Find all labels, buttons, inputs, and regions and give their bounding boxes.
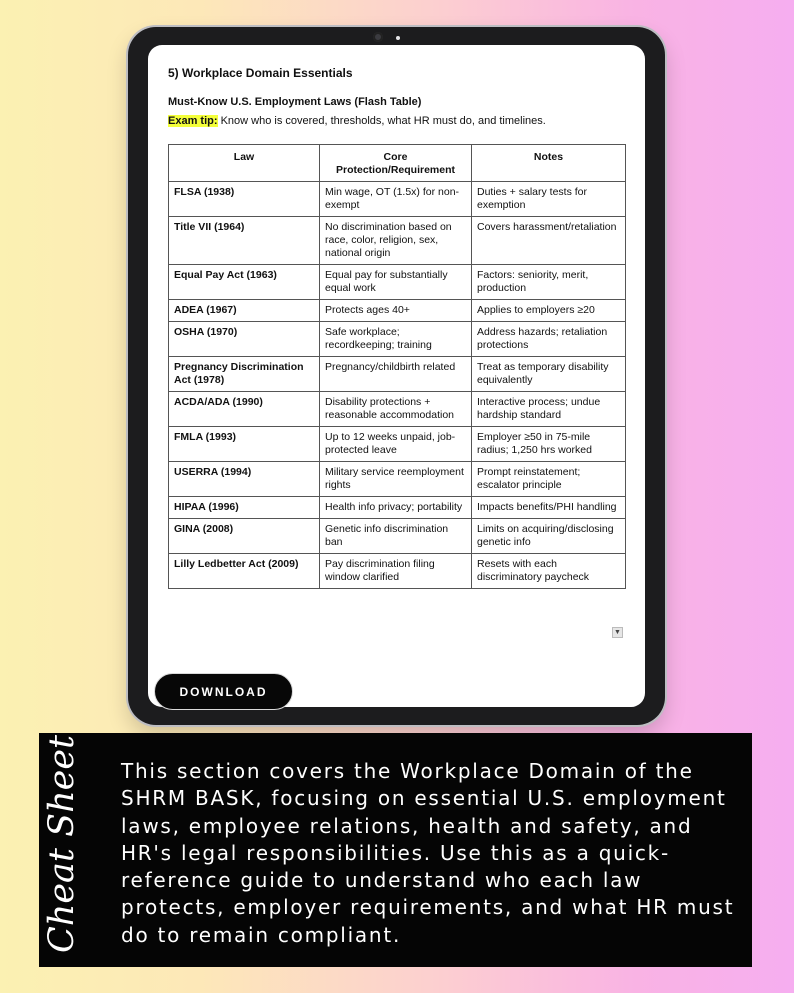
law-cell: ACDA/ADA (1990) (169, 392, 320, 427)
table-row (169, 519, 626, 554)
banner-description: This section covers the Workplace Domain of the SHRM BASK, focusing on essential U.S. employment laws, employee relations, health and safety, and HR's legal responsibilities. Use this as a quick-reference guide to understand who each law protects, employer requirements, and what HR must do to remain compliant. (121, 759, 735, 947)
law-cell: ADEA (1967) (169, 300, 320, 322)
table-row (169, 300, 626, 322)
download-button[interactable]: DOWNLOAD (154, 673, 293, 710)
law-cell: Pregnancy Discrimination Act (1978) (169, 357, 320, 392)
core-cell: No discrimination based on race, color, religion, sex, national origin (320, 217, 472, 265)
core-cell: Protects ages 40+ (320, 300, 472, 322)
table-row (169, 427, 626, 462)
core-cell: Safe workplace; recordkeeping; training (320, 322, 472, 357)
notes-cell: Treat as temporary disability equivalently (472, 357, 626, 392)
exam-tip (168, 115, 546, 127)
camera-indicator-icon (396, 36, 400, 40)
notes-cell: Interactive process; undue hardship standard (472, 392, 626, 427)
notes-cell: Duties + salary tests for exemption (472, 182, 626, 217)
table-row (169, 357, 626, 392)
notes-cell: Covers harassment/retaliation (472, 217, 626, 265)
law-cell: Title VII (1964) (169, 217, 320, 265)
section-title: 5) Workplace Domain Essentials (168, 66, 353, 80)
law-cell: Lilly Ledbetter Act (2009) (169, 554, 320, 589)
notes-cell: Limits on acquiring/disclosing genetic info (472, 519, 626, 554)
table-row (169, 462, 626, 497)
law-cell: GINA (2008) (169, 519, 320, 554)
core-cell: Pay discrimination filing window clarified (320, 554, 472, 589)
tablet-screen (148, 45, 645, 707)
law-cell: HIPAA (1996) (169, 497, 320, 519)
cheat-sheet-label: Cheat Sheet (42, 734, 82, 953)
core-cell: Min wage, OT (1.5x) for non-exempt (320, 182, 472, 217)
table-row (169, 322, 626, 357)
law-cell: Equal Pay Act (1963) (169, 265, 320, 300)
notes-cell: Factors: seniority, merit, production (472, 265, 626, 300)
core-cell: Genetic info discrimination ban (320, 519, 472, 554)
law-cell: FLSA (1938) (169, 182, 320, 217)
notes-cell: Impacts benefits/PHI handling (472, 497, 626, 519)
table-row (169, 217, 626, 265)
notes-cell: Address hazards; retaliation protections (472, 322, 626, 357)
core-cell: Disability protections + reasonable accommodation (320, 392, 472, 427)
camera-icon (373, 32, 383, 42)
laws-table (168, 144, 626, 589)
law-cell: USERRA (1994) (169, 462, 320, 497)
core-cell: Health info privacy; portability (320, 497, 472, 519)
chevron-down-icon[interactable]: ▼ (612, 627, 623, 638)
table-row (169, 392, 626, 427)
table-title: Must-Know U.S. Employment Laws (Flash Table) (168, 96, 422, 108)
table-row (169, 182, 626, 217)
law-cell: OSHA (1970) (169, 322, 320, 357)
header-notes: Notes (472, 145, 626, 182)
header-law: Law (169, 145, 320, 182)
core-cell: Military service reemployment rights (320, 462, 472, 497)
table-row (169, 265, 626, 300)
core-cell: Pregnancy/childbirth related (320, 357, 472, 392)
table-row (169, 497, 626, 519)
notes-cell: Employer ≥50 in 75-mile radius; 1,250 hrs worked (472, 427, 626, 462)
notes-cell: Resets with each discriminatory paycheck (472, 554, 626, 589)
notes-cell: Applies to employers ≥20 (472, 300, 626, 322)
notes-cell: Prompt reinstatement; escalator principle (472, 462, 626, 497)
exam-tip-label: Exam tip: (168, 115, 218, 127)
law-cell: FMLA (1993) (169, 427, 320, 462)
table-row (169, 554, 626, 589)
core-cell: Equal pay for substantially equal work (320, 265, 472, 300)
table-header-row (169, 145, 626, 182)
core-cell: Up to 12 weeks unpaid, job-protected leave (320, 427, 472, 462)
header-core: Core Protection/Requirement (320, 145, 472, 182)
exam-tip-text: Know who is covered, thresholds, what HR must do, and timelines. (217, 115, 546, 127)
